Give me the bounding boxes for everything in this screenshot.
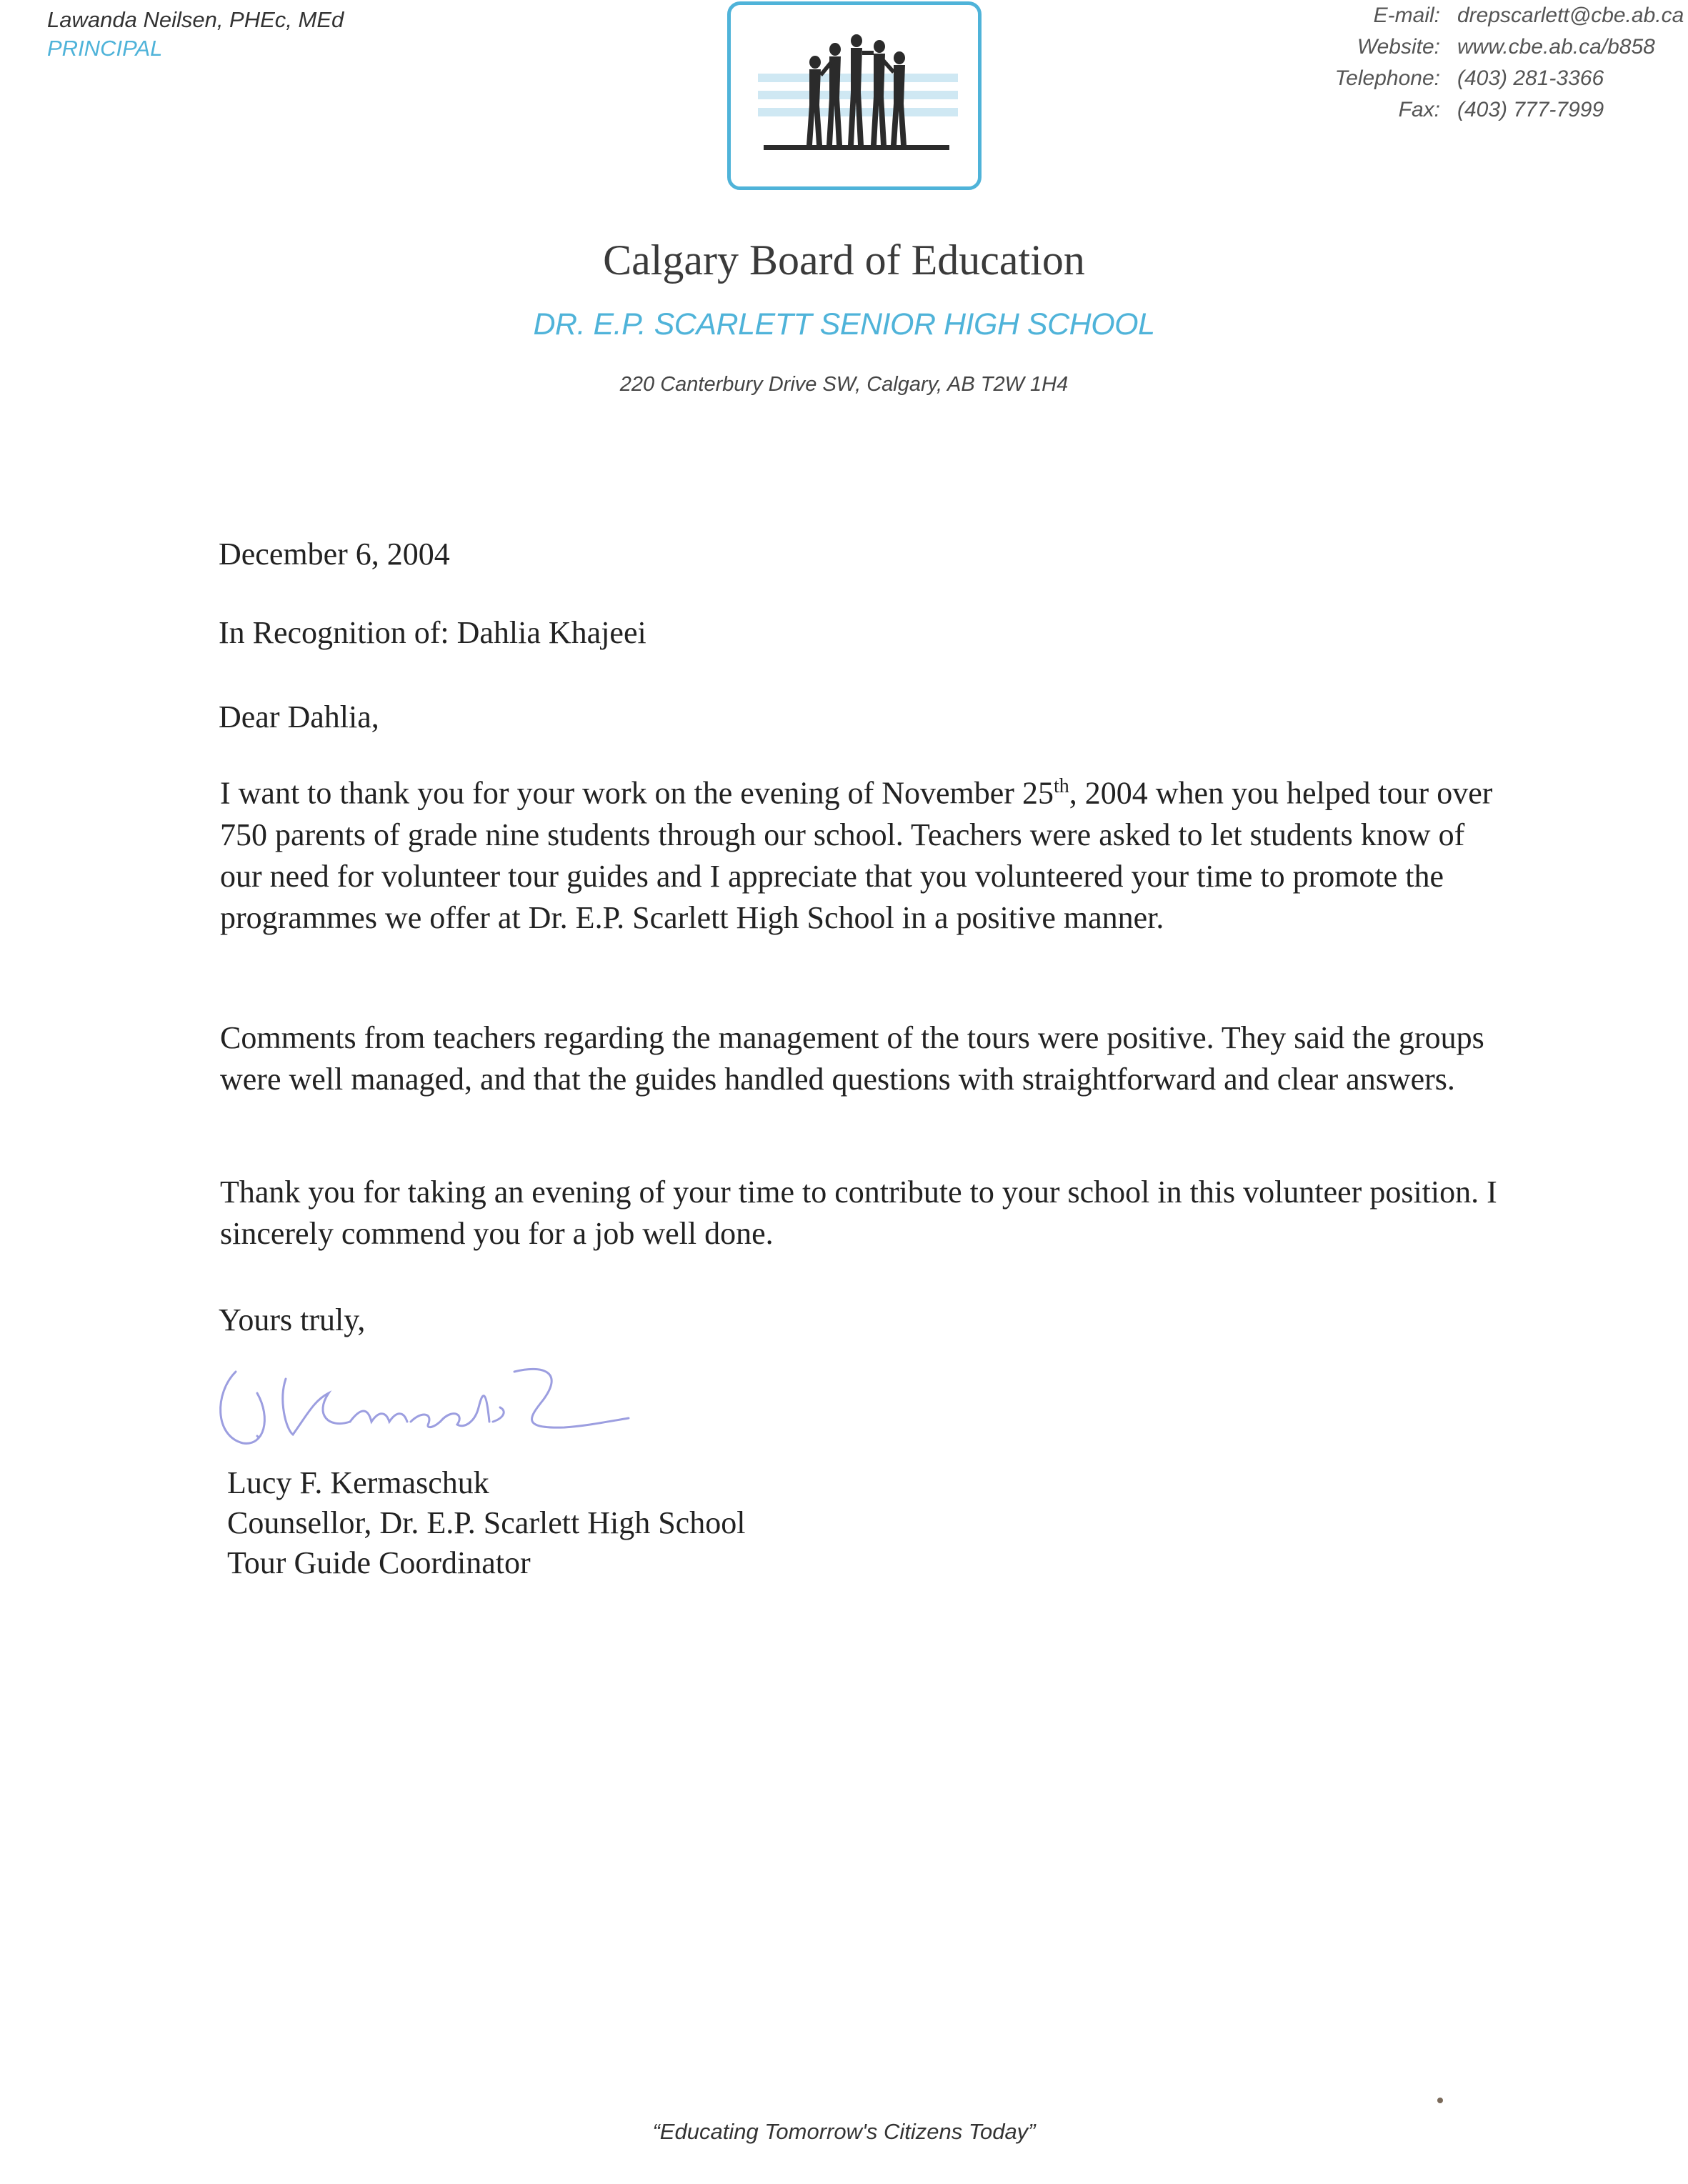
recognition-line: In Recognition of: Dahlia Khajeei bbox=[219, 615, 646, 650]
ordinal-suffix: th bbox=[1053, 775, 1069, 797]
contact-block bbox=[1272, 0, 1688, 126]
figures-sculpture-icon bbox=[731, 5, 978, 186]
signer-role: Counsellor, Dr. E.P. Scarlett High School bbox=[227, 1505, 746, 1540]
school-logo bbox=[727, 1, 982, 190]
fax-value: (403) 777-7999 bbox=[1457, 98, 1604, 121]
principal-title: PRINCIPAL bbox=[47, 36, 163, 61]
contact-label: E-mail: bbox=[1373, 4, 1440, 27]
contact-label: Website: bbox=[1357, 35, 1440, 59]
body-paragraph-1 bbox=[220, 766, 1499, 939]
email-link[interactable]: drepscarlett@cbe.ab.ca bbox=[1457, 4, 1684, 27]
contact-row-telephone bbox=[1272, 63, 1688, 94]
contact-row-website bbox=[1272, 31, 1688, 63]
contact-row-email bbox=[1272, 0, 1688, 31]
salutation: Dear Dahlia, bbox=[219, 699, 379, 734]
body-paragraph-2: Comments from teachers regarding the management of the tours were positive. They said the groups were well managed, and that the guides handled questions with straightforward and clear answers. bbox=[220, 1020, 1484, 1097]
school-address: 220 Canterbury Drive SW, Calgary, AB T2W 1H4 bbox=[619, 373, 1069, 396]
contact-label: Telephone: bbox=[1334, 66, 1440, 90]
board-name: Calgary Board of Education bbox=[603, 236, 1085, 284]
principal-name: Lawanda Neilsen, PHEc, MEd bbox=[47, 7, 344, 32]
letter-date: December 6, 2004 bbox=[219, 537, 450, 572]
handwritten-signature bbox=[207, 1350, 693, 1461]
footer-motto: “Educating Tomorrow's Citizens Today” bbox=[652, 2119, 1036, 2144]
signer-role: Tour Guide Coordinator bbox=[227, 1545, 531, 1580]
signer-name: Lucy F. Kermaschuk bbox=[227, 1465, 489, 1500]
contact-row-fax bbox=[1272, 94, 1688, 126]
paragraph-text: I want to thank you for your work on the evening of November 25 bbox=[220, 775, 1054, 811]
website-link[interactable]: www.cbe.ab.ca/b858 bbox=[1457, 35, 1655, 59]
closing: Yours truly, bbox=[219, 1302, 366, 1337]
school-name: DR. E.P. SCARLETT SENIOR HIGH SCHOOL bbox=[533, 307, 1155, 341]
contact-label: Fax: bbox=[1398, 98, 1440, 121]
telephone-value: (403) 281-3366 bbox=[1457, 66, 1604, 90]
paper-speck bbox=[1437, 2098, 1443, 2103]
paragraph-text: , 2004 when you helped tour over 750 parents of grade nine students through our school. Teachers were asked to let students know of our need for volunteer tour guides and I appreciate that you volunteered your time to promote the programmes we offer at Dr. E.P. Scarlett High School in a positive manner. bbox=[220, 775, 1493, 935]
body-paragraph-3: Thank you for taking an evening of your time to contribute to your school in this volunteer position. I sincerely commend you for a job well done. bbox=[220, 1175, 1497, 1251]
principal-block bbox=[47, 6, 344, 63]
